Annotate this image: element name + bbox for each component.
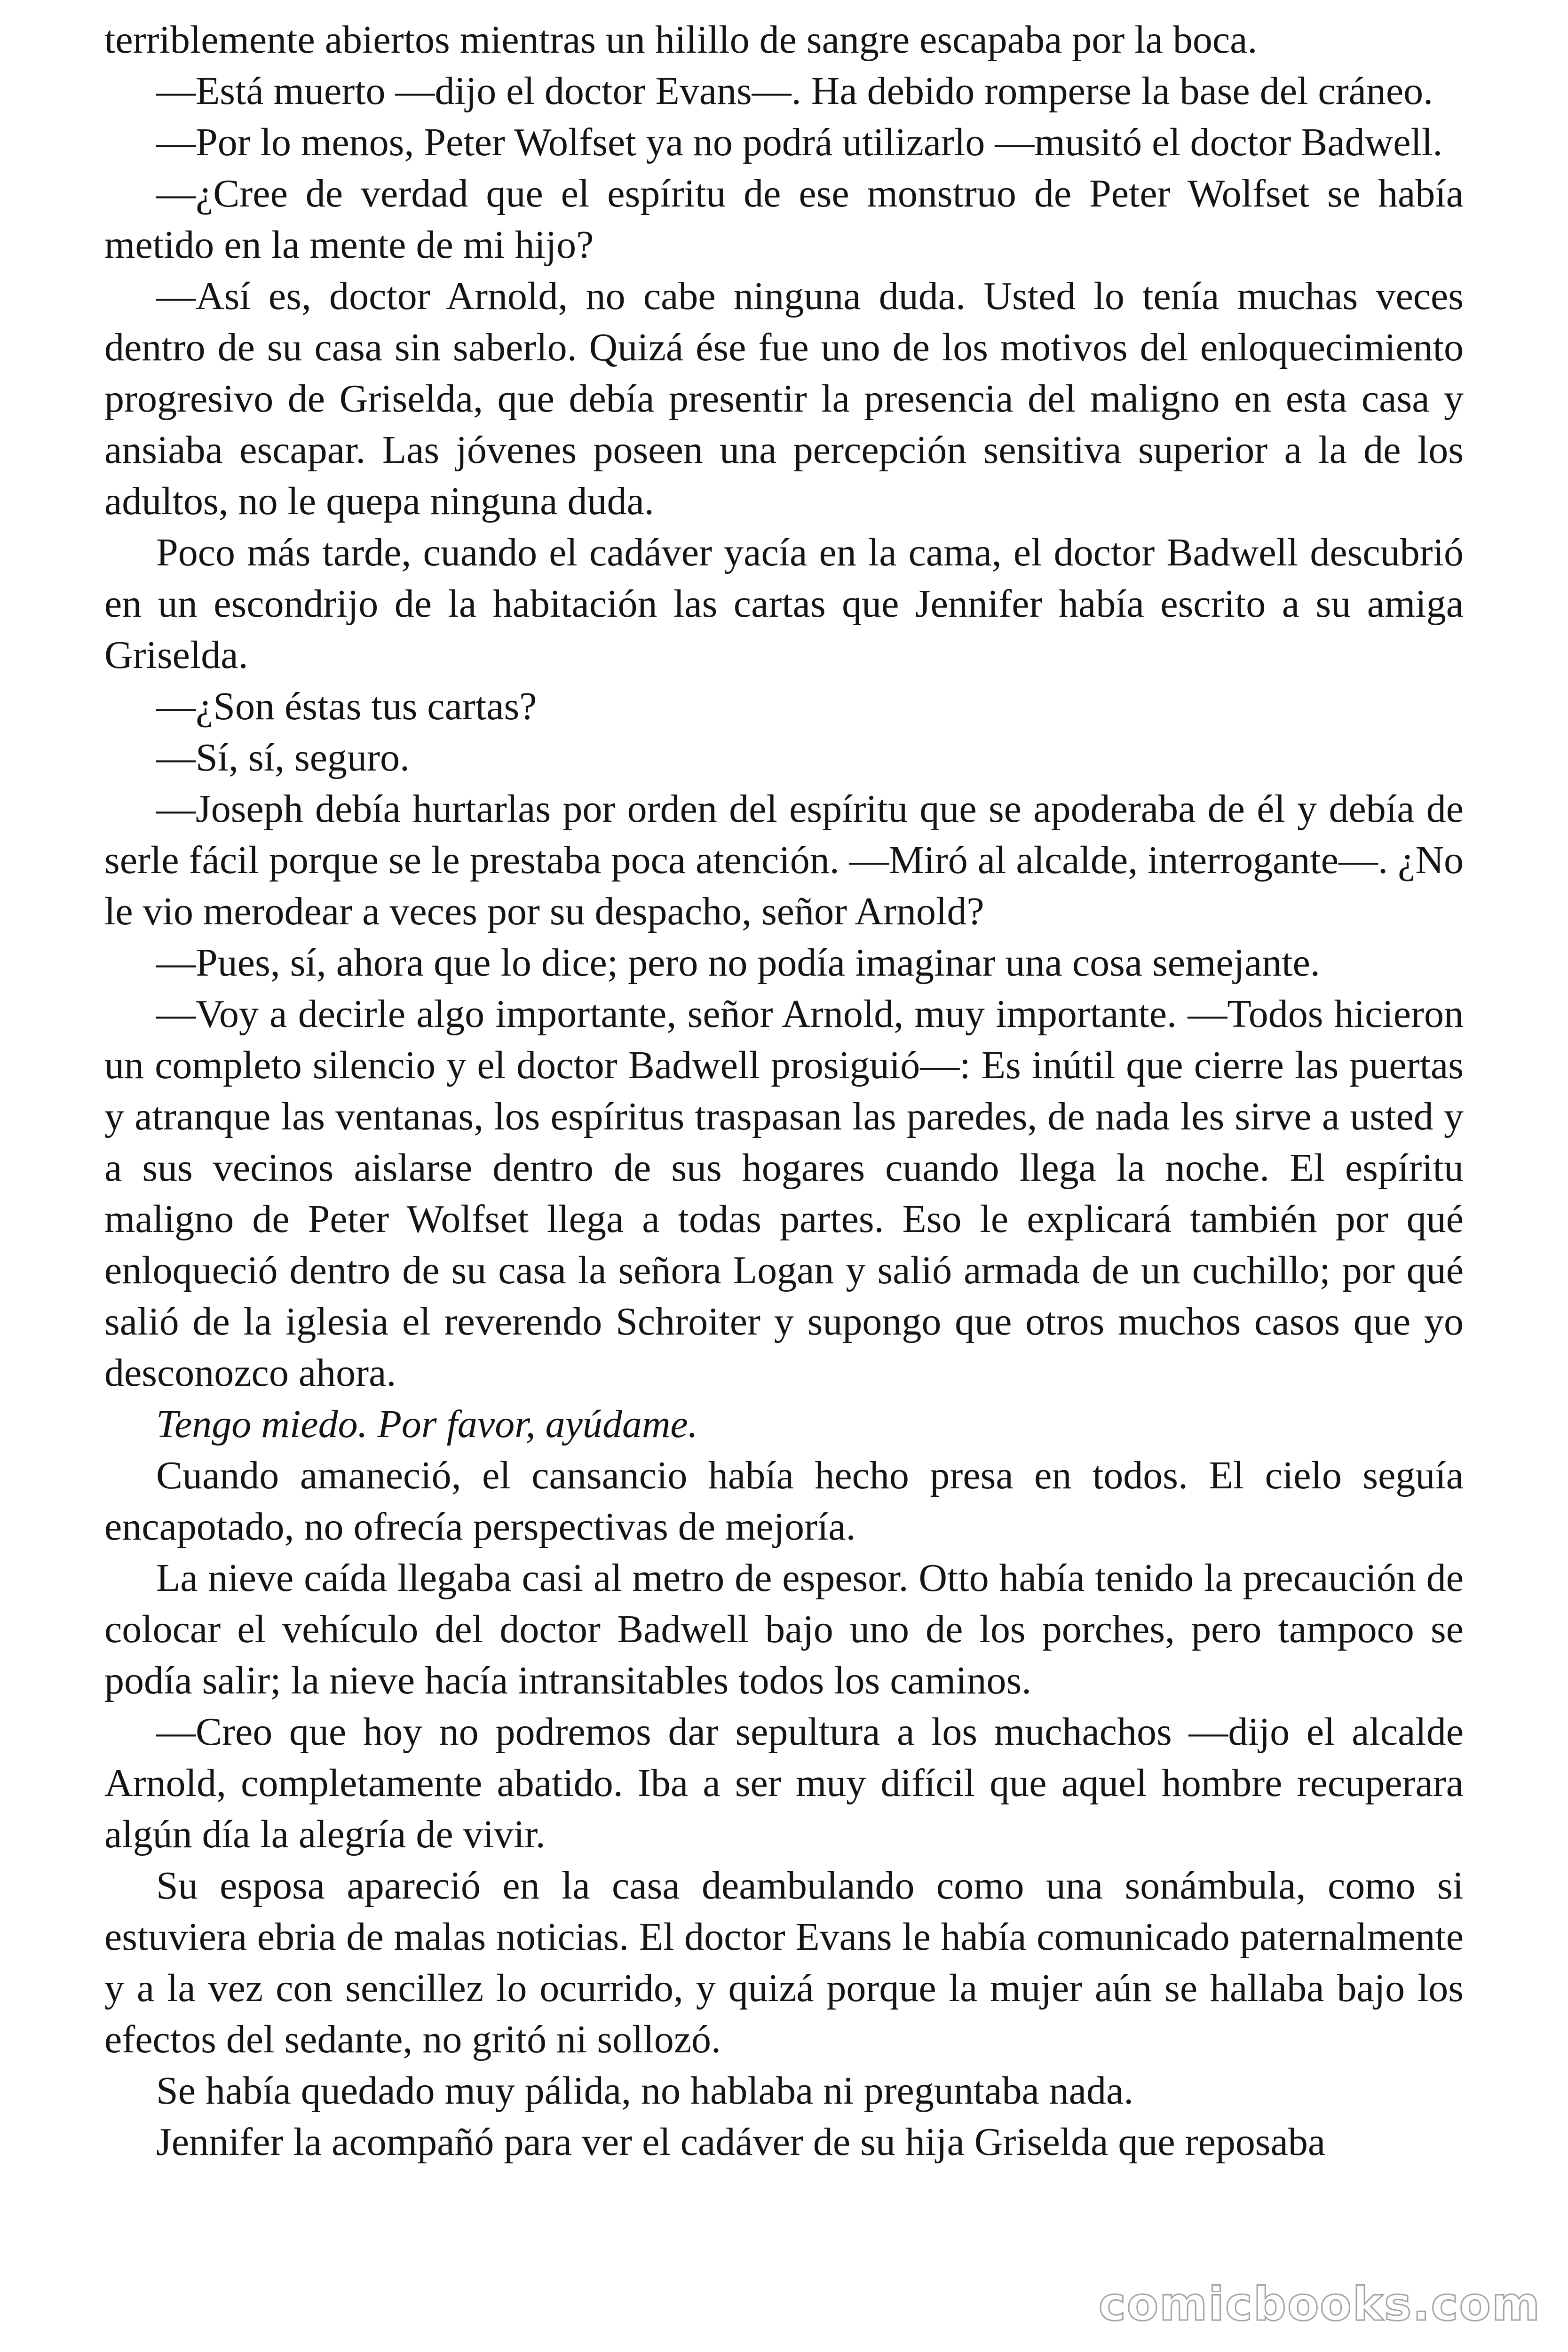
paragraph: —¿Cree de verdad que el espíritu de ese monstruo de Peter Wolfset se había metido en la mente de mi hijo? — [104, 172, 1464, 267]
paragraph: —Así es, doctor Arnold, no cabe ninguna duda. Usted lo tenía muchas veces dentro de su casa sin saberlo. Quizá ése fue uno de los motivos del enloquecimiento progresivo de Griselda, que debía presentir la presencia del maligno en esta casa y ansiaba escapar. Las jóvenes poseen una percepción sensitiva superior a la de los adultos, no le quepa ninguna duda. — [104, 274, 1464, 523]
paragraph: —¿Son éstas tus cartas? — [156, 684, 537, 728]
paragraph: La nieve caída llegaba casi al metro de espesor. Otto había tenido la precaución de colocar el vehículo del doctor Badwell bajo uno de los porches, pero tampoco se podía salir; la nieve hacía intransitables todos los caminos. — [104, 1556, 1464, 1702]
paragraph: —Voy a decirle algo importante, señor Arnold, muy importante. —Todos hicieron un completo silencio y el doctor Badwell prosiguió—: Es inútil que cierre las puertas y atranque las ventanas, los espíritus traspasan las paredes, de nada les sirve a usted y a sus vecinos aislarse dentro de sus hogares cuando llega la noche. El espíritu maligno de Peter Wolfset llega a todas partes. Eso le explicará también por qué enloqueció dentro de su casa la señora Logan y salió armada de un cuchillo; por qué salió de la iglesia el reverendo Schroiter y supongo que otros muchos casos que yo desconozco ahora. — [104, 992, 1464, 1395]
watermark: comicbooks.com — [1098, 2278, 1541, 2331]
paragraph: Poco más tarde, cuando el cadáver yacía en la cama, el doctor Badwell descubrió en un escondrijo de la habitación las cartas que Jennifer había escrito a su amiga Griselda. — [104, 531, 1464, 677]
paragraph: Cuando amaneció, el cansancio había hecho presa en todos. El cielo seguía encapotado, no ofrecía perspectivas de mejoría. — [104, 1454, 1464, 1549]
paragraph: terriblemente abiertos mientras un hilillo de sangre escapaba por la boca. — [104, 18, 1258, 62]
paragraph: —Está muerto —dijo el doctor Evans—. Ha debido romperse la base del cráneo. — [156, 69, 1433, 113]
italic-paragraph: Tengo miedo. Por favor, ayúdame. — [156, 1402, 698, 1446]
paragraph: —Joseph debía hurtarlas por orden del espíritu que se apoderaba de él y debía de serle fácil porque se le prestaba poca atención. —Miró al alcalde, interrogante—. ¿No le vio merodear a veces por su despacho, señor Arnold? — [104, 787, 1464, 933]
paragraph: —Sí, sí, seguro. — [156, 736, 410, 779]
paragraph: Se había quedado muy pálida, no hablaba ni preguntaba nada. — [156, 2069, 1134, 2113]
paragraph: —Por lo menos, Peter Wolfset ya no podrá utilizarlo —musitó el doctor Badwell. — [156, 120, 1443, 164]
paragraph: Su esposa apareció en la casa deambulando como una sonámbula, como si estuviera ebria de malas noticias. El doctor Evans le había comunicado paternalmente y a la vez con sencillez lo ocurrido, y quizá porque la mujer aún se hallaba bajo los efectos del sedante, no gritó ni sollozó. — [104, 1864, 1464, 2061]
paragraph: Jennifer la acompañó para ver el cadáver de su hija Griselda que reposaba — [156, 2120, 1326, 2164]
paragraph: —Pues, sí, ahora que lo dice; pero no podía imaginar una cosa semejante. — [156, 941, 1320, 985]
paragraph: —Creo que hoy no podremos dar sepultura a los muchachos —dijo el alcalde Arnold, completamente abatido. Iba a ser muy difícil que aquel hombre recuperara algún día la alegría de vivir. — [104, 1710, 1464, 1856]
page-text-body — [104, 14, 1464, 2168]
